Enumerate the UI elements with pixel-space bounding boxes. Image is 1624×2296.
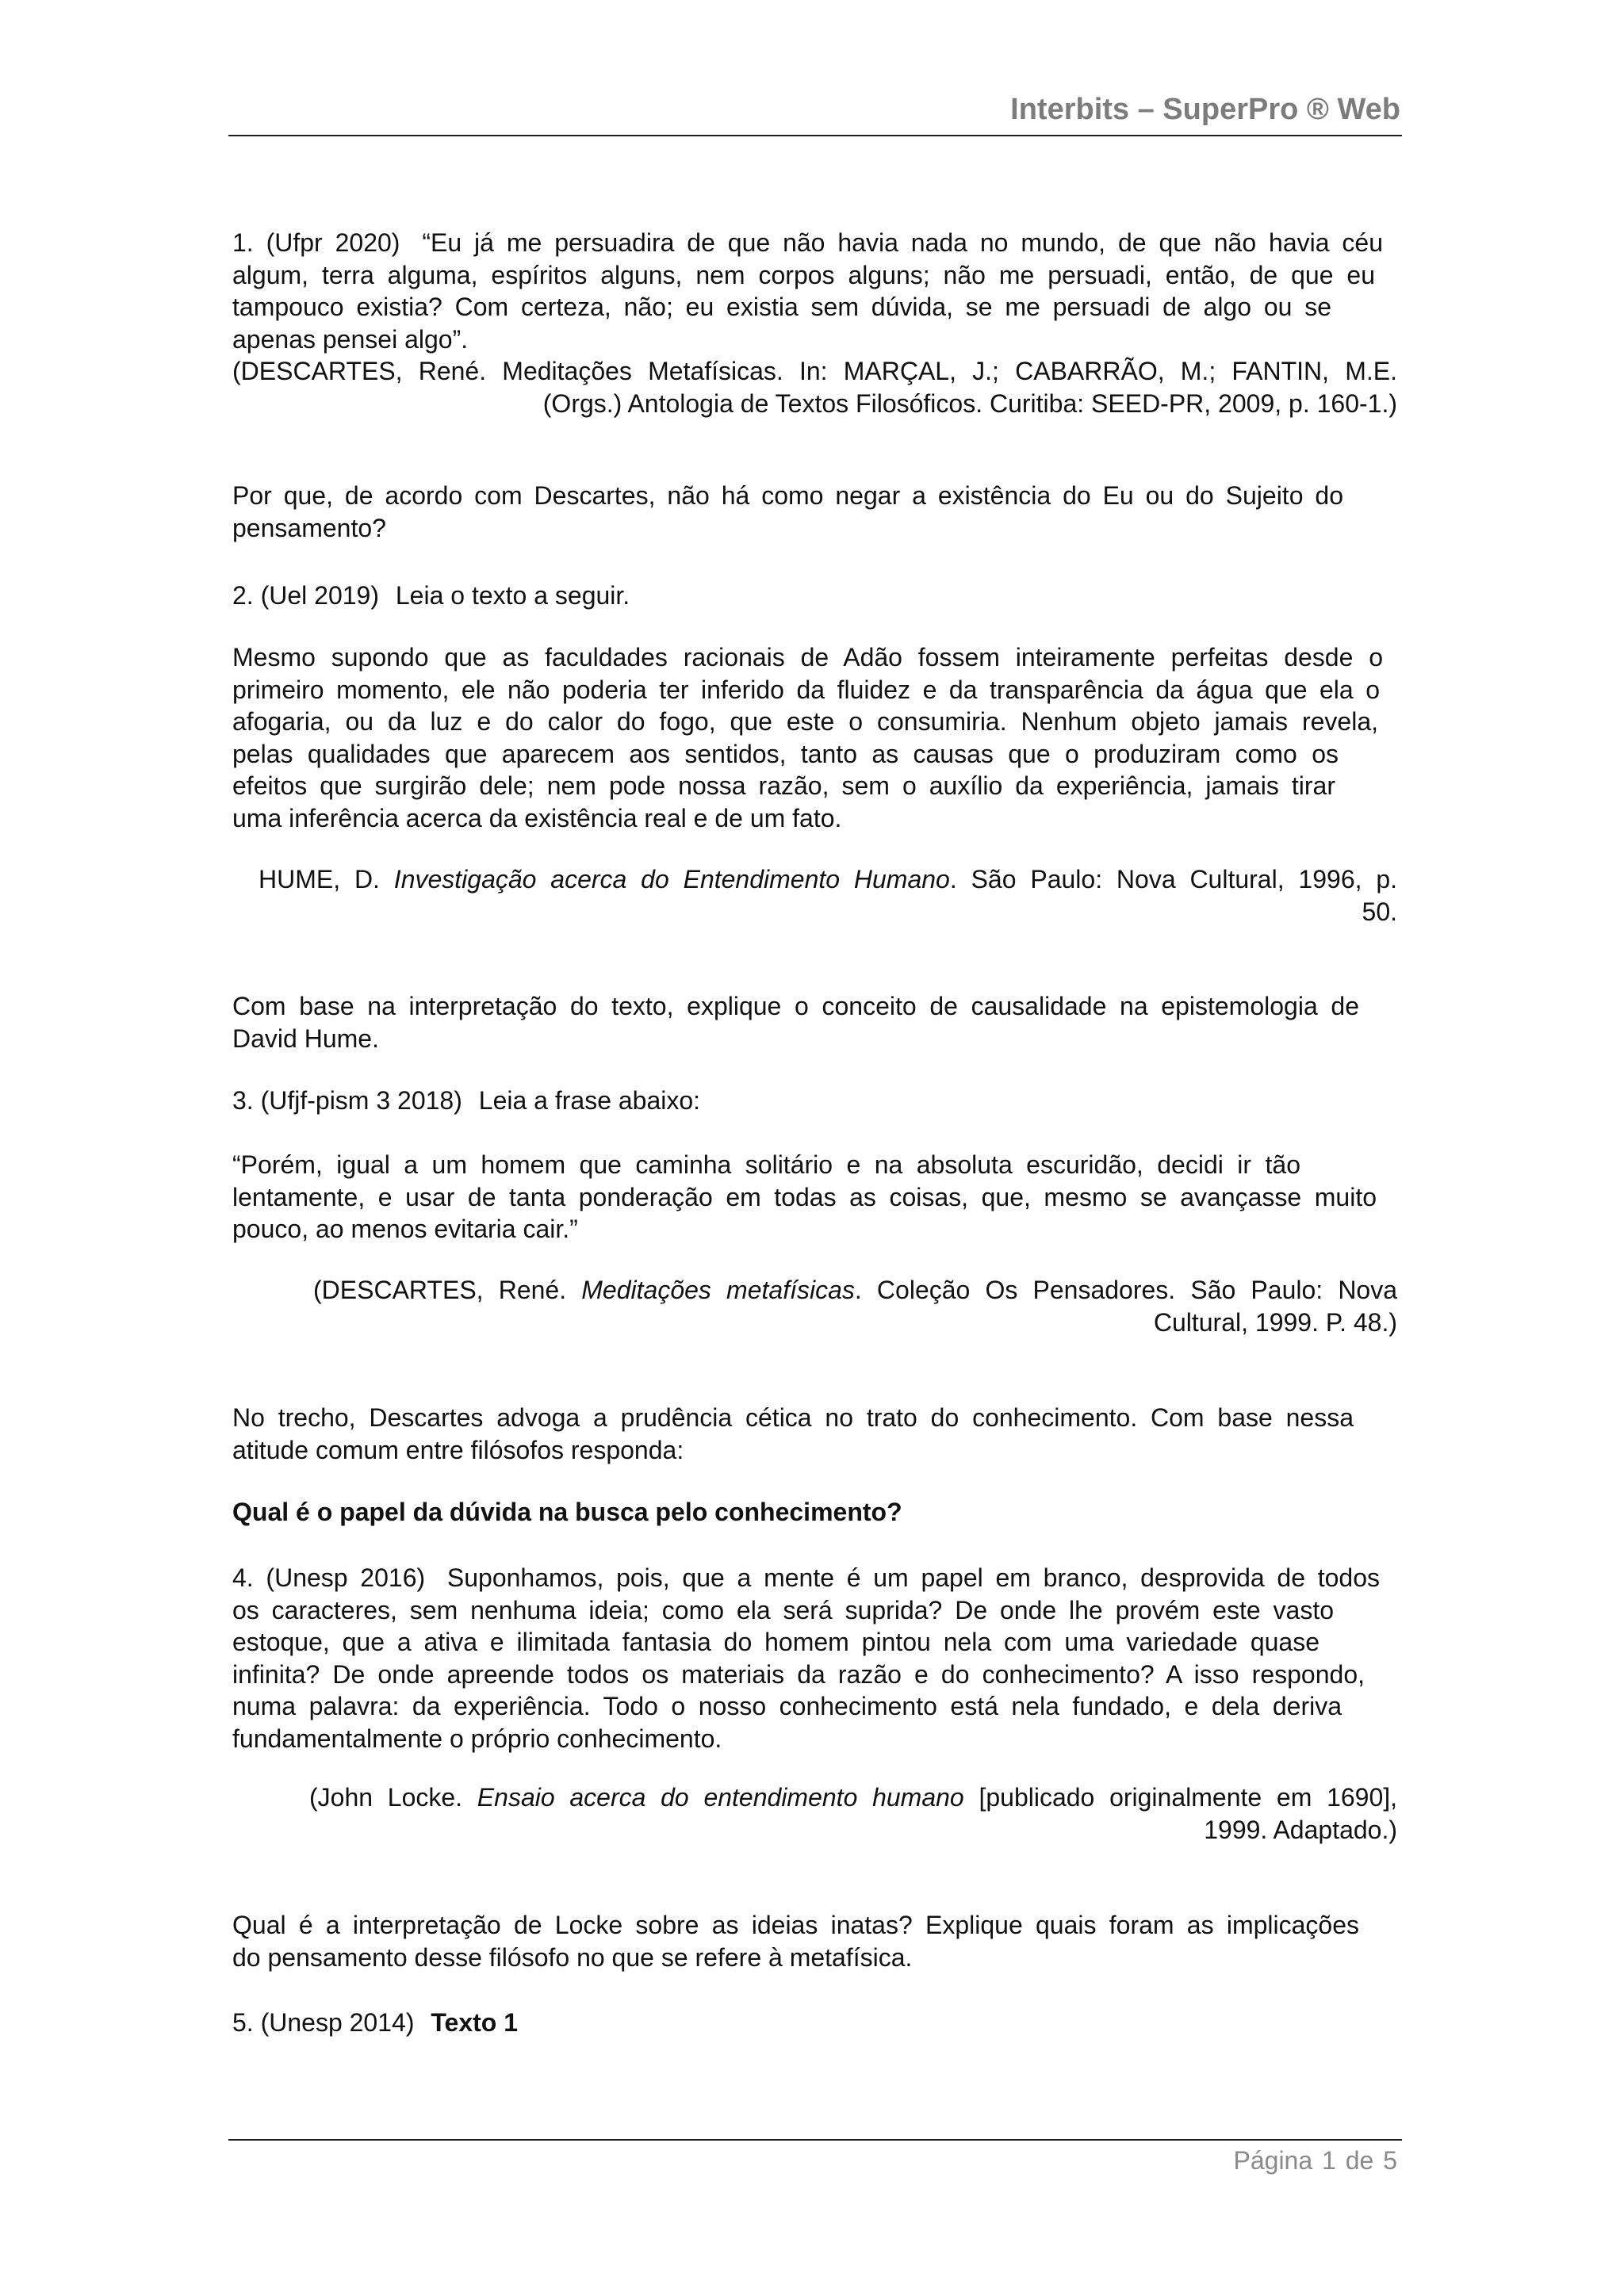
question-source: (Ufpr 2020) — [266, 228, 400, 257]
prompt-line: David Hume. — [232, 1024, 379, 1053]
question-2-citation — [232, 863, 1397, 928]
question-3-prompt — [232, 1402, 1397, 1466]
question-text-line: fundamentalmente o próprio conhecimento. — [232, 1724, 722, 1753]
citation-line — [313, 1274, 1397, 1307]
question-source: (Ufjf-pism 3 2018) — [260, 1086, 462, 1115]
citation-rest: . Coleção Os Pensadores. São Paulo: Nova — [854, 1276, 1398, 1304]
citation-author: (John Locke. — [309, 1783, 463, 1812]
question-1-prompt — [232, 480, 1397, 544]
question-intro: Leia a frase abaixo: — [478, 1086, 701, 1115]
quote-line: lentamente, e usar de tanta ponderação em todas as coisas, que, mesmo se avançasse muito — [232, 1182, 1377, 1211]
citation-rest: [publicado originalmente em 1690], — [963, 1783, 1398, 1812]
question-4 — [232, 1562, 1397, 1755]
citation-work: Meditações metafísicas — [581, 1276, 855, 1304]
question-text-line: primeiro momento, ele não poderia ter inferido da fluidez e da transparência da água que ela o — [232, 675, 1380, 704]
header-title: Interbits – SuperPro ® Web — [1010, 93, 1400, 126]
question-source: (Uel 2019) — [260, 581, 379, 610]
text-label: Texto 1 — [431, 2008, 519, 2037]
question-text-line: efeitos que surgirão dele; nem pode nossa razão, sem o auxílio da experiência, jamais tirar — [232, 771, 1335, 801]
page-number: Página 1 de 5 — [1233, 2146, 1397, 2175]
question-text-line: estoque, que a ativa e ilimitada fantasia do homem pintou nela com uma variedade quase — [232, 1628, 1320, 1657]
bold-question: Qual é o papel da dúvida na busca pelo conhecimento? — [232, 1498, 902, 1526]
citation-line: 1999. Adaptado.) — [1204, 1815, 1397, 1844]
prompt-line: Por que, de acordo com Descartes, não há como negar a existência do Eu ou do Sujeito do — [232, 481, 1343, 510]
prompt-line: atitude comum entre filósofos responda: — [232, 1435, 684, 1464]
question-4-citation — [232, 1781, 1397, 1846]
question-5-heading — [232, 2007, 1397, 2039]
question-source: (Unesp 2016) — [266, 1563, 426, 1592]
question-intro: Leia o texto a seguir. — [395, 581, 630, 610]
question-number: 5. — [232, 2008, 254, 2037]
footer-rule — [228, 2139, 1402, 2141]
question-text-line: afogaria, ou da luz e do calor do fogo, que este o consumiria. Nenhum objeto jamais revela, — [232, 707, 1378, 737]
prompt-line: Com base na interpretação do texto, explique o conceito de causalidade na epistemologia de — [232, 992, 1359, 1020]
question-3-heading — [232, 1085, 1397, 1117]
question-text-line: numa palavra: da experiência. Todo o nosso conhecimento está nela fundado, e dela deriva — [232, 1692, 1342, 1721]
prompt-line: No trecho, Descartes advoga a prudência cética no trato do conhecimento. Com base nessa — [232, 1403, 1354, 1432]
prompt-line: do pensamento desse filósofo no que se refere à metafísica. — [232, 1942, 913, 1972]
quote-line: pouco, ao menos evitaria cair.” — [232, 1215, 578, 1244]
question-text-line: apenas pensei algo”. — [232, 324, 469, 354]
quote-line: “Porém, igual a um homem que caminha solitário e na absoluta escuridão, decidi ir tão — [232, 1150, 1300, 1179]
citation-line: (Orgs.) Antologia de Textos Filosóficos. Curitiba: SEED-PR, 2009, p. 160-1.) — [542, 388, 1397, 418]
question-source: (Unesp 2014) — [260, 2008, 415, 2037]
question-2-text — [232, 641, 1397, 835]
citation-line — [309, 1781, 1397, 1814]
prompt-line: pensamento? — [232, 513, 386, 542]
prompt-line: Qual é a interpretação de Locke sobre as ideias inatas? Explique quais foram as implicações — [232, 1911, 1359, 1939]
question-3-citation — [232, 1274, 1397, 1338]
question-text-line: os caracteres, sem nenhuma ideia; como ela será suprida? De onde lhe provém este vasto — [232, 1595, 1334, 1624]
question-text-line: uma inferência acerca da existência real e de um fato. — [232, 803, 842, 832]
question-2-heading — [232, 580, 1397, 612]
question-text-line: infinita? De onde apreende todos os materiais da razão e do conhecimento? A isso respondo, — [232, 1659, 1365, 1689]
question-3-question — [232, 1496, 1397, 1529]
citation-author: (DESCARTES, René. — [313, 1276, 567, 1304]
question-1 — [232, 227, 1397, 420]
question-text-line: 4. (Unesp 2016) Suponhamos, pois, que a mente é um papel em branco, desprovida de todos — [232, 1563, 1381, 1592]
citation-line: (DESCARTES, René. Meditações Metafísicas. In: MARÇAL, J.; CABARRÃO, M.; FANTIN, M.E. — [232, 357, 1397, 386]
question-number: 1. — [232, 228, 254, 257]
question-3-quote — [232, 1149, 1397, 1246]
citation-work: Ensaio acerca do entendimento humano — [477, 1783, 964, 1812]
question-text-line: 1. (Ufpr 2020) “Eu já me persuadira de que não havia nada no mundo, de que não havia céu — [232, 228, 1384, 257]
citation-line: Cultural, 1999. P. 48.) — [1153, 1307, 1397, 1337]
question-text-line: algum, terra alguma, espíritos alguns, nem corpos alguns; não me persuadi, então, de que eu — [232, 260, 1375, 289]
citation-work: Investigação acerca do Entendimento Humano — [393, 865, 950, 894]
question-text-line: tampouco existia? Com certeza, não; eu existia sem dúvida, se me persuadi de algo ou se — [232, 293, 1331, 322]
question-text-line: pelas qualidades que aparecem aos sentidos, tanto as causas que o produziram como os — [232, 739, 1339, 768]
question-2-prompt — [232, 990, 1397, 1054]
question-4-prompt — [232, 1909, 1397, 1973]
citation-rest: . São Paulo: Nova Cultural, 1996, p. — [949, 865, 1398, 894]
question-number: 3. — [232, 1086, 254, 1115]
question-text-line: Mesmo supondo que as faculdades racionais de Adão fossem inteiramente perfeitas desde o — [232, 643, 1383, 672]
header-rule — [228, 135, 1402, 136]
citation-line: 50. — [1362, 897, 1397, 926]
citation-line — [259, 863, 1397, 896]
question-number: 2. — [232, 581, 254, 610]
question-number: 4. — [232, 1563, 254, 1592]
citation-author: HUME, D. — [259, 865, 380, 894]
